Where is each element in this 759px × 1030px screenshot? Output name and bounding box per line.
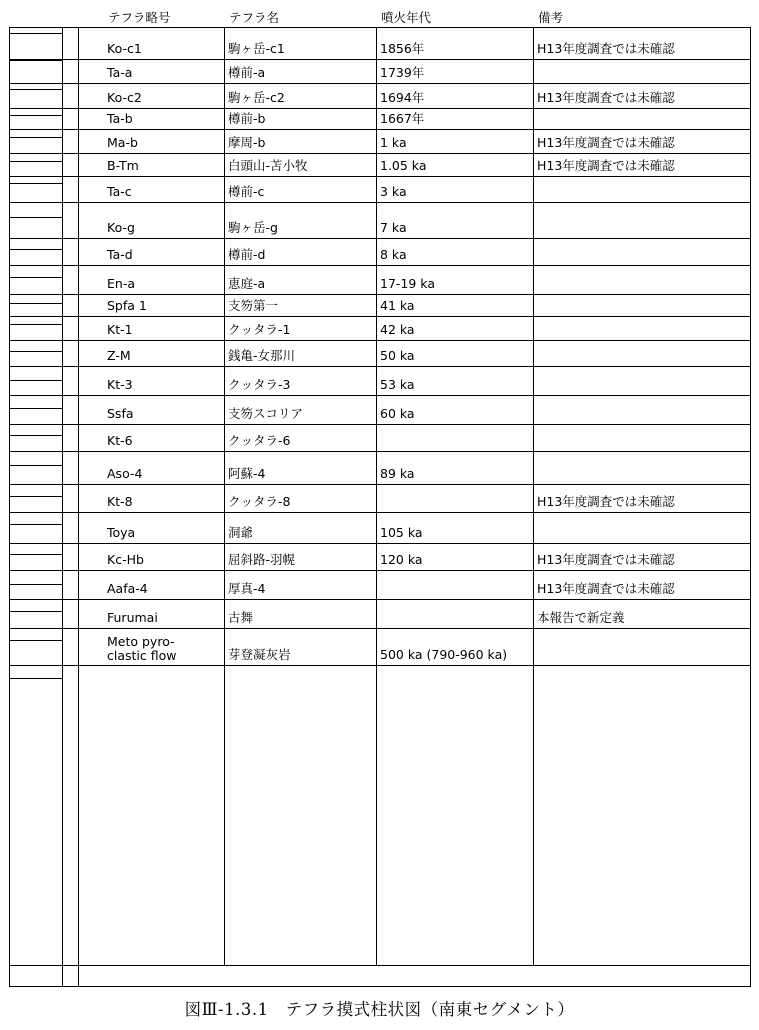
eruption-age: 53 ka [380,377,415,392]
tephra-abbr: B-Tm [107,158,139,173]
eruption-age: 50 ka [380,348,415,363]
remarks: H13年度調査では未確認 [537,581,675,596]
tephra-name: 摩周-b [228,135,266,150]
tephra-name: 洞爺 [228,525,254,540]
tephra-name: 阿蘇-4 [228,466,266,481]
row-divider [78,512,750,513]
remarks: H13年度調査では未確認 [537,552,675,567]
column-layer-top [9,524,62,525]
tephra-name: 樽前-d [228,247,266,262]
eruption-age: 7 ka [380,220,407,235]
tephra-abbr: Z-M [107,348,131,363]
column-layer-base [9,599,78,600]
tephra-name: 白頭山-苫小牧 [228,158,308,173]
row-divider [78,570,750,571]
column-separator [224,27,225,965]
tephra-abbr: Furumai [107,610,158,625]
tephra-name: 駒ヶ岳-g [228,220,278,235]
column-layer-base [9,153,78,154]
tephra-abbr: Ta-d [107,247,133,262]
row-divider [78,108,750,109]
column-layer-top [9,465,62,466]
column-layer-top [9,435,62,436]
tephra-abbr: Meto pyro- clastic flow [107,634,177,663]
row-divider [78,129,750,130]
column-layer-base [9,59,78,60]
eruption-age: 60 ka [380,406,415,421]
row-divider [78,366,750,367]
tephra-name: 屈斜路-羽幌 [228,552,296,567]
column-layer-top [9,217,62,218]
column-layer-base [9,202,78,203]
tephra-abbr: Kt-6 [107,433,133,448]
eruption-age: 120 ka [380,552,423,567]
tephra-abbr: Ssfa [107,406,134,421]
eruption-age: 89 ka [380,466,415,481]
row-divider [78,484,750,485]
column-layer-top [9,678,62,679]
column-layer-base [9,512,78,513]
tephra-name: 恵庭-a [228,276,266,291]
column-layer-base [9,265,78,266]
column-layer-base [9,570,78,571]
row-divider [78,665,750,666]
row-divider [78,265,750,266]
column-layer-base [9,316,78,317]
eruption-age: 41 ka [380,298,415,313]
column-layer-base [9,129,78,130]
row-divider [78,451,750,452]
tephra-abbr: Ko-g [107,220,135,235]
row-divider [78,543,750,544]
row-divider [9,965,750,966]
eruption-age: 1739年 [380,65,425,80]
column-layer-base [9,665,78,666]
column-layer-top [9,249,62,250]
tephra-abbr: Ko-c1 [107,41,142,56]
tephra-name: 厚真-4 [228,581,266,596]
eruption-age: 3 ka [380,184,407,199]
tephra-abbr: Kt-1 [107,322,133,337]
row-divider [78,176,750,177]
column-layer-top [9,183,62,184]
eruption-age: 1856年 [380,41,425,56]
header-note: 備考 [538,10,564,25]
tephra-name: クッタラ-8 [228,494,291,509]
column-separator [533,27,534,965]
tephra-name: 樽前-c [228,184,265,199]
tephra-name: 銭亀-女那川 [228,348,296,363]
column-layer-base [9,543,78,544]
column-layer-base [9,451,78,452]
column-layer-top [9,584,62,585]
column-layer-base [9,395,78,396]
column-layer-top [9,611,62,612]
column-layer-top [9,277,62,278]
column-layer-top [9,496,62,497]
column-separator [376,27,377,965]
tephra-name: 古舞 [228,610,254,625]
column-layer-base [9,176,78,177]
tephra-abbr: Ta-c [107,184,132,199]
column-layer-top [9,161,62,162]
row-divider [78,202,750,203]
tephra-name: クッタラ-6 [228,433,291,448]
tephra-abbr: Aafa-4 [107,581,148,596]
row-divider [78,599,750,600]
row-divider [78,628,750,629]
remarks: 本報告で新定義 [537,610,625,625]
column-layer-base [9,83,78,84]
tephra-abbr: Ta-b [107,111,133,126]
row-divider [78,316,750,317]
tephra-name: 駒ヶ岳-c1 [228,41,285,56]
remarks: H13年度調査では未確認 [537,41,675,56]
column-layer-top [9,554,62,555]
tephra-abbr: Toya [107,525,136,540]
column-layer-top [9,380,62,381]
eruption-age: 500 ka (790-960 ka) [380,647,508,662]
remarks: H13年度調査では未確認 [537,494,675,509]
tephra-name: 樽前-b [228,111,266,126]
eruption-age: 1 ka [380,135,407,150]
row-divider [78,59,750,60]
row-divider [78,395,750,396]
tephra-abbr: Spfa 1 [107,298,147,313]
eruption-age: 8 ka [380,247,407,262]
row-divider [78,153,750,154]
column-layer-base [9,424,78,425]
figure-caption: 図Ⅲ-1.3.1 テフラ摸式柱状図（南東セグメント） [184,1000,575,1019]
tephra-abbr: Kt-3 [107,377,133,392]
tephra-abbr: Ta-a [107,65,133,80]
remarks: H13年度調査では未確認 [537,135,675,150]
tephra-abbr: En-a [107,276,135,291]
tephra-name: 樽前-a [228,65,266,80]
tephra-name: クッタラ-1 [228,322,291,337]
tephra-name: 支笏第一 [228,298,279,313]
column-layer-top [9,60,62,61]
header-age: 噴火年代 [381,10,432,25]
row-divider [78,294,750,295]
row-divider [78,424,750,425]
header-name: テフラ名 [229,10,280,25]
eruption-age: 17-19 ka [380,276,435,291]
column-layer-base [9,108,78,109]
column-layer-top [9,408,62,409]
tephra-name: 芽登凝灰岩 [228,647,291,662]
column-layer-top [9,137,62,138]
eruption-age: 1694年 [380,90,425,105]
remarks: H13年度調査では未確認 [537,90,675,105]
remarks: H13年度調査では未確認 [537,158,675,173]
tephra-name: 支笏スコリア [228,406,304,421]
column-layer-base [9,484,78,485]
tephra-abbr: Aso-4 [107,466,143,481]
tephra-abbr: Ko-c2 [107,90,142,105]
column-layer-base [9,340,78,341]
column-layer-top [9,33,62,34]
column-layer-top [9,640,62,641]
tephra-abbr: Ma-b [107,135,138,150]
tephra-abbr: Kc-Hb [107,552,144,567]
tephra-name: 駒ヶ岳-c2 [228,90,285,105]
column-layer-top [9,303,62,304]
column-layer-top [9,89,62,90]
column-edge-line [78,27,79,986]
column-step-line [62,27,63,986]
eruption-age: 1667年 [380,111,425,126]
eruption-age: 105 ka [380,525,423,540]
row-divider [78,340,750,341]
header-abbr: テフラ略号 [108,10,171,25]
tephra-abbr: Kt-8 [107,494,133,509]
row-divider [78,238,750,239]
column-layer-base [9,294,78,295]
row-divider [78,83,750,84]
column-layer-base [9,366,78,367]
tephra-name: クッタラ-3 [228,377,291,392]
column-layer-base [9,238,78,239]
column-layer-base [9,628,78,629]
column-layer-top [9,115,62,116]
eruption-age: 42 ka [380,322,415,337]
column-layer-top [9,351,62,352]
column-layer-top [9,324,62,325]
eruption-age: 1.05 ka [380,158,427,173]
